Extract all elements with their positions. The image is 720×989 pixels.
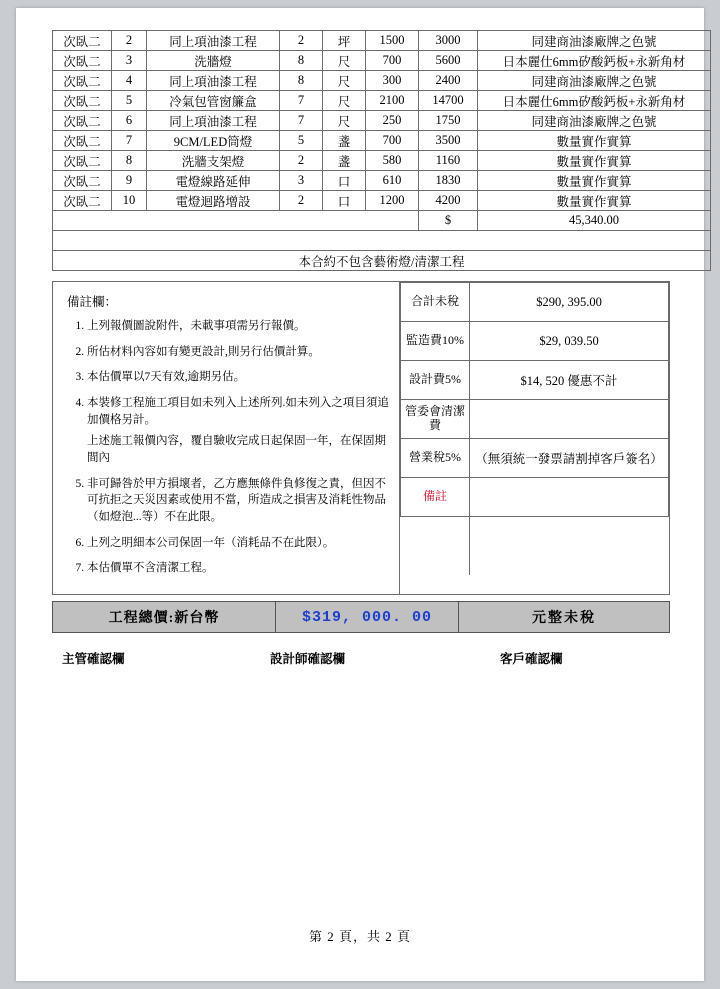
cell-total: 4200: [419, 191, 478, 211]
grand-total-amount: $319, 000. 00: [276, 602, 459, 633]
list-item: [87, 476, 391, 526]
cell-unit: 盞: [323, 151, 366, 171]
cell-qty: 2: [280, 151, 323, 171]
cell-qty: 2: [280, 191, 323, 211]
cell-name: 電燈線路延伸: [147, 171, 280, 191]
table-row: [53, 151, 711, 171]
table-row: [53, 111, 711, 131]
fee-label: 合計未稅: [401, 283, 470, 322]
cell-unit: 坪: [323, 31, 366, 51]
cell-unit: 尺: [323, 71, 366, 91]
cell-name: 冷氣包管窗簾盒: [147, 91, 280, 111]
list-item: [87, 369, 391, 386]
cell-note: 同建商油漆廠牌之色號: [478, 111, 711, 131]
fee-row: [401, 322, 669, 361]
cell-total: 3000: [419, 31, 478, 51]
subtotal-spacer: [53, 211, 419, 231]
list-item: [87, 318, 391, 335]
cell-price: 1200: [366, 191, 419, 211]
fee-row: [401, 361, 669, 400]
grand-total-label: 工程總價:新台幣: [53, 602, 276, 633]
cell-area: 次臥二: [53, 151, 112, 171]
cell-note: 日本麗仕6mm矽酸鈣板+永新角材: [478, 51, 711, 71]
fee-label: 設計費5%: [401, 361, 470, 400]
cell-area: 次臥二: [53, 171, 112, 191]
fee-label: 監造費10%: [401, 322, 470, 361]
cell-price: 700: [366, 51, 419, 71]
cell-note: 同建商油漆廠牌之色號: [478, 31, 711, 51]
fee-value: $29, 039.50: [470, 322, 669, 361]
remark-text: 本估價單不含清潔工程。: [87, 562, 214, 575]
cell-area: 次臥二: [53, 111, 112, 131]
cell-total: 1160: [419, 151, 478, 171]
banner-row: [53, 251, 711, 271]
signature-row: [52, 649, 670, 675]
subtotal-row: [53, 211, 711, 231]
cell-qty: 7: [280, 91, 323, 111]
fee-label: 備註: [401, 478, 470, 517]
cell-no: 6: [112, 111, 147, 131]
page-footer: 第 2 頁，共 2 頁: [308, 929, 411, 944]
cell-unit: 盞: [323, 131, 366, 151]
cell-price: 580: [366, 151, 419, 171]
subtotal-symbol: $: [419, 211, 478, 231]
cell-price: 2100: [366, 91, 419, 111]
grand-total-tail: 元整未稅: [459, 602, 670, 633]
cell-price: 700: [366, 131, 419, 151]
remark-subtext: 上述施工報價內容，覆自驗收完成日起保固一年，在保固期間內: [87, 435, 386, 465]
cell-name: 同上項油漆工程: [147, 71, 280, 91]
document-page: [16, 8, 704, 981]
cell-area: 次臥二: [53, 191, 112, 211]
table-row: [53, 51, 711, 71]
cell-note: 同建商油漆廠牌之色號: [478, 71, 711, 91]
fee-value: $14, 520 優惠不計: [470, 361, 669, 400]
cell-price: 250: [366, 111, 419, 131]
designer-signature-label: 設計師確認欄: [270, 652, 346, 667]
manager-signature-label: 主管確認欄: [62, 652, 125, 667]
fee-value-filler: [470, 517, 669, 576]
fees-table: [400, 282, 669, 575]
cell-price: 1500: [366, 31, 419, 51]
remarks-list: [61, 318, 391, 577]
fees-cell: [400, 282, 670, 595]
cell-note: 日本麗仕6mm矽酸鈣板+永新角材: [478, 91, 711, 111]
remark-text: 上列報價圖說附件，未載事項需另行報價。: [87, 320, 306, 332]
table-row: [53, 191, 711, 211]
cell-qty: 8: [280, 51, 323, 71]
remark-text: 上列之明細本公司保固一年（消耗品不在此限）。: [87, 536, 335, 549]
cell-area: 次臥二: [53, 51, 112, 71]
line-items-body: [53, 31, 711, 271]
fee-row: [401, 439, 669, 478]
cell-unit: 尺: [323, 91, 366, 111]
cell-no: 7: [112, 131, 147, 151]
fee-label: 管委會清潔費: [401, 400, 470, 439]
cell-unit: 口: [323, 191, 366, 211]
fee-label-filler: [401, 517, 470, 576]
list-item: [87, 535, 391, 552]
remarks-title: 備註欄：: [67, 295, 118, 309]
cell-qty: 7: [280, 111, 323, 131]
cell-total: 14700: [419, 91, 478, 111]
cell-total: 1830: [419, 171, 478, 191]
subtotal-value: 45,340.00: [478, 211, 711, 231]
cell-name: 同上項油漆工程: [147, 111, 280, 131]
cell-note: 數量實作實算: [478, 151, 711, 171]
cell-name: 同上項油漆工程: [147, 31, 280, 51]
cell-name: 電燈迴路增設: [147, 191, 280, 211]
cell-name: 洗牆燈: [147, 51, 280, 71]
list-item: [87, 395, 391, 467]
banner-text: 本合約不包含藝術燈/清潔工程: [53, 251, 711, 271]
cell-unit: 尺: [323, 111, 366, 131]
cell-name: 洗牆支架燈: [147, 151, 280, 171]
cell-name: 9CM/LED筒燈: [147, 131, 280, 151]
cell-no: 4: [112, 71, 147, 91]
cell-qty: 3: [280, 171, 323, 191]
cell-area: 次臥二: [53, 131, 112, 151]
fee-row: [401, 283, 669, 322]
remarks-cell: [53, 282, 400, 595]
cell-total: 5600: [419, 51, 478, 71]
grand-total-bar: [52, 601, 670, 633]
cell-no: 10: [112, 191, 147, 211]
estimate-sheet: [52, 30, 686, 675]
cell-no: 2: [112, 31, 147, 51]
cell-no: 5: [112, 91, 147, 111]
spacer-row: [53, 231, 711, 251]
remark-text: 本裝修工程施工項目如未列入上述所列.如未列入之項目須追加價格另計。: [87, 397, 389, 426]
cell-no: 8: [112, 151, 147, 171]
cell-total: 2400: [419, 71, 478, 91]
fee-row-filler: [401, 517, 669, 576]
list-item: [87, 344, 391, 361]
table-row: [53, 91, 711, 111]
fee-value: $290, 395.00: [470, 283, 669, 322]
cell-unit: 尺: [323, 51, 366, 71]
table-row: [53, 131, 711, 151]
table-row: [53, 71, 711, 91]
fee-label: 營業稅5%: [401, 439, 470, 478]
cell-qty: 2: [280, 31, 323, 51]
cell-unit: 口: [323, 171, 366, 191]
cell-area: 次臥二: [53, 91, 112, 111]
cell-note: 數量實作實算: [478, 171, 711, 191]
remarks-and-fees-block: [52, 281, 670, 595]
table-row: [53, 31, 711, 51]
spacer-cell: [53, 231, 711, 251]
list-item: [87, 560, 391, 577]
cell-total: 3500: [419, 131, 478, 151]
cell-total: 1750: [419, 111, 478, 131]
fee-value: （無須統一發票請割掉客戶簽名）: [470, 439, 669, 478]
fee-value: [470, 400, 669, 439]
cell-price: 300: [366, 71, 419, 91]
cell-no: 3: [112, 51, 147, 71]
cell-qty: 8: [280, 71, 323, 91]
cell-qty: 5: [280, 131, 323, 151]
fee-row: [401, 400, 669, 439]
cell-note: 數量實作實算: [478, 191, 711, 211]
customer-signature-label: 客戶確認欄: [500, 652, 563, 667]
remark-text: 非可歸咎於甲方損壞者，乙方應無條件負修復之責，但因不可抗拒之天災因素或使用不當，所造成之損害及消耗性物品（如燈泡...等）不在此限。: [87, 477, 386, 524]
line-items-table: [52, 30, 711, 271]
fee-row: [401, 478, 669, 517]
remark-text: 所估材料內容如有變更設計,則另行估價計算。: [87, 345, 320, 358]
cell-area: 次臥二: [53, 71, 112, 91]
cell-area: 次臥二: [53, 31, 112, 51]
cell-no: 9: [112, 171, 147, 191]
table-row: [53, 171, 711, 191]
remark-text: 本估價單以7天有效,逾期另估。: [87, 371, 246, 384]
cell-price: 610: [366, 171, 419, 191]
cell-note: 數量實作實算: [478, 131, 711, 151]
fee-value: [470, 478, 669, 517]
